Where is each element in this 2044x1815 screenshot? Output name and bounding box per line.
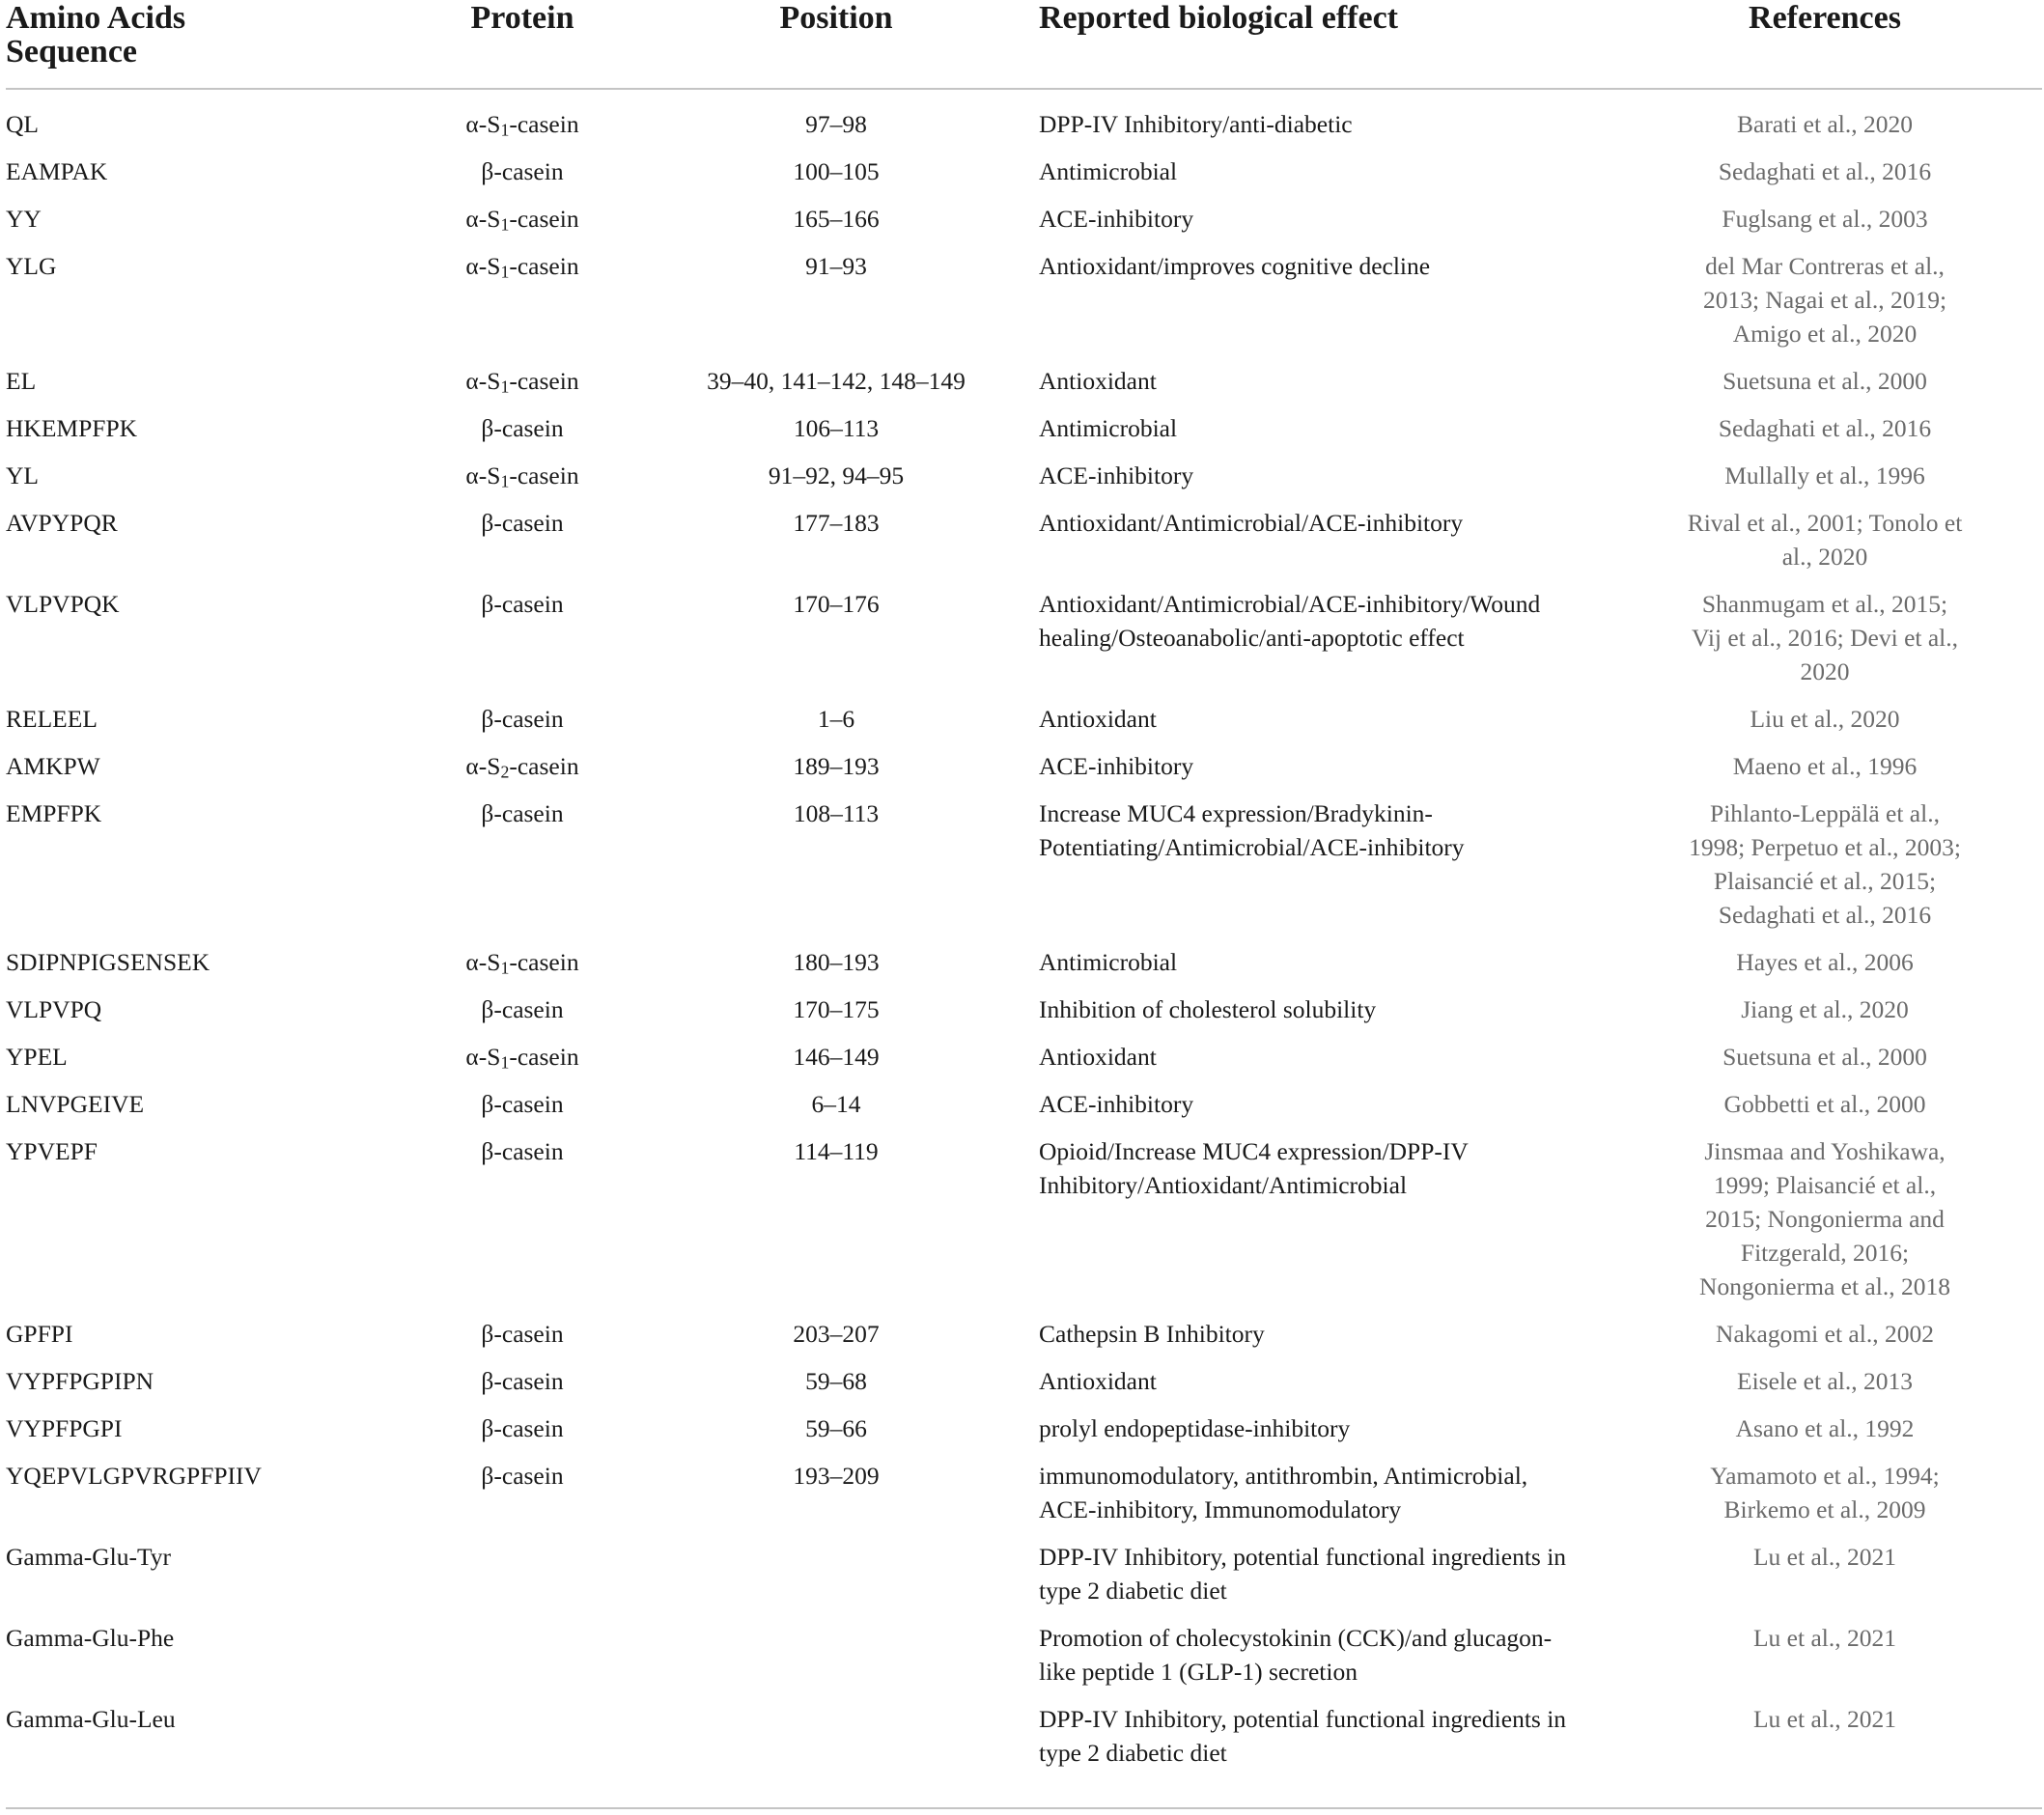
references-text: Nakagomi et al., 2002 [1716, 1320, 1934, 1348]
protein-cell [411, 148, 633, 195]
effect-cell [1039, 790, 1588, 938]
effect-cell [1039, 1310, 1588, 1357]
references-text: Suetsuna et al., 2000 [1722, 1043, 1927, 1071]
position-cell [633, 1614, 1039, 1695]
references-text: Shanmugam et al., 2015; Vij et al., 2016; Devi et al., 2020 [1691, 590, 1959, 685]
table-row [6, 1310, 2042, 1357]
references-cell [1588, 1128, 2042, 1310]
header-references: References [1749, 0, 1901, 36]
sequence-cell [6, 148, 411, 195]
sequence-text: SDIPNPIGSENSEK [6, 948, 210, 976]
references-cell [1588, 1357, 2042, 1405]
protein-base: β-casein [481, 1320, 564, 1348]
position-cell [633, 986, 1039, 1033]
references-text: Lu et al., 2021 [1752, 1705, 1896, 1733]
position-cell [633, 1695, 1039, 1779]
table-row [6, 499, 2042, 580]
position-text: 165–166 [793, 205, 880, 233]
references-cell [1588, 1310, 2042, 1357]
header-position: Position [779, 0, 893, 36]
protein-base: β-casein [481, 1090, 564, 1118]
position-cell [633, 790, 1039, 938]
position-cell [633, 938, 1039, 986]
sequence-text: YL [6, 461, 39, 489]
sequence-cell [6, 452, 411, 499]
references-cell [1588, 1533, 2042, 1614]
sequence-cell [6, 405, 411, 452]
protein-base: β-casein [481, 157, 564, 185]
position-cell [633, 1533, 1039, 1614]
effect-cell [1039, 242, 1588, 357]
header-protein: Protein [470, 0, 574, 36]
position-text: 1–6 [817, 705, 855, 733]
position-text: 91–93 [805, 252, 867, 280]
protein-suffix: -casein [509, 461, 579, 489]
sequence-text: Gamma-Glu-Phe [6, 1624, 175, 1652]
protein-cell [411, 1310, 633, 1357]
table-row [6, 580, 2042, 695]
protein-suffix: -casein [509, 252, 579, 280]
sequence-text: EAMPAK [6, 157, 108, 185]
references-cell [1588, 499, 2042, 580]
references-text: Fuglsang et al., 2003 [1722, 205, 1928, 233]
sequence-text: YQEPVLGPVRGPFPIIV [6, 1462, 262, 1490]
protein-base: β-casein [481, 1137, 564, 1165]
effect-cell [1039, 1533, 1588, 1614]
sequence-text: QL [6, 110, 39, 138]
references-text: Lu et al., 2021 [1752, 1624, 1896, 1652]
position-text: 100–105 [793, 157, 880, 185]
protein-cell [411, 1533, 633, 1614]
references-cell [1588, 1452, 2042, 1533]
references-cell [1588, 1080, 2042, 1128]
protein-base: β-casein [481, 799, 564, 827]
references-text: Rival et al., 2001; Tonolo et al., 2020 [1687, 509, 1963, 571]
position-cell [633, 742, 1039, 790]
protein-cell [411, 1128, 633, 1310]
protein-base: β-casein [481, 509, 564, 537]
sequence-text: EL [6, 367, 37, 395]
effect-text: Antioxidant/improves cognitive decline [1039, 252, 1431, 280]
protein-cell [411, 357, 633, 405]
sequence-text: YLG [6, 252, 57, 280]
effect-text: Inhibition of cholesterol solubility [1039, 995, 1377, 1023]
position-cell [633, 148, 1039, 195]
references-text: Suetsuna et al., 2000 [1722, 367, 1927, 395]
protein-subscript: 1 [500, 471, 510, 491]
peptides-table [6, 0, 2042, 1779]
references-text: Asano et al., 1992 [1735, 1414, 1915, 1442]
effect-cell [1039, 580, 1588, 695]
table-row [6, 1357, 2042, 1405]
header-row [6, 0, 2042, 89]
protein-cell [411, 742, 633, 790]
sequence-cell [6, 1080, 411, 1128]
references-text: del Mar Contreras et al., 2013; Nagai et al., 2019; Amigo et al., 2020 [1702, 252, 1947, 348]
position-cell [633, 1080, 1039, 1128]
references-cell [1588, 695, 2042, 742]
sequence-text: EMPFPK [6, 799, 102, 827]
references-cell [1588, 405, 2042, 452]
references-text: Pihlanto-Leppälä et al., 1998; Perpetuo et al., 2003; Plaisancié et al., 2015; Sedaghati et al., 2016 [1689, 799, 1961, 929]
position-text: 177–183 [793, 509, 880, 537]
sequence-text: YY [6, 205, 42, 233]
references-text: Jiang et al., 2020 [1741, 995, 1909, 1023]
effect-cell [1039, 986, 1588, 1033]
effect-text: Antioxidant [1039, 1043, 1157, 1071]
protein-suffix: -casein [509, 752, 579, 780]
protein-base: β-casein [481, 414, 564, 442]
table-row [6, 195, 2042, 242]
protein-base: β-casein [481, 1462, 564, 1490]
sequence-cell [6, 357, 411, 405]
references-text: Barati et al., 2020 [1737, 110, 1913, 138]
references-cell [1588, 580, 2042, 695]
position-cell [633, 242, 1039, 357]
effect-text: immunomodulatory, antithrombin, Antimicrobial, ACE-inhibitory, Immunomodulatory [1039, 1462, 1528, 1523]
table-row [6, 242, 2042, 357]
references-cell [1588, 742, 2042, 790]
effect-text: Antioxidant [1039, 1367, 1157, 1395]
protein-cell [411, 89, 633, 148]
sequence-text: VLPVPQK [6, 590, 120, 618]
position-cell [633, 1310, 1039, 1357]
effect-cell [1039, 195, 1588, 242]
effect-text: DPP-IV Inhibitory/anti-diabetic [1039, 110, 1353, 138]
protein-base: β-casein [481, 995, 564, 1023]
position-text: 59–66 [805, 1414, 867, 1442]
position-cell [633, 405, 1039, 452]
position-cell [633, 89, 1039, 148]
effect-text: DPP-IV Inhibitory, potential functional ingredients in type 2 diabetic diet [1039, 1705, 1567, 1767]
sequence-text: VLPVPQ [6, 995, 102, 1023]
references-cell [1588, 89, 2042, 148]
references-text: Lu et al., 2021 [1752, 1543, 1896, 1571]
sequence-text: GPFPI [6, 1320, 73, 1348]
references-cell [1588, 242, 2042, 357]
table-row [6, 452, 2042, 499]
position-text: 59–68 [805, 1367, 867, 1395]
effect-cell [1039, 1080, 1588, 1128]
table-row [6, 938, 2042, 986]
position-cell [633, 452, 1039, 499]
protein-cell [411, 242, 633, 357]
effect-text: DPP-IV Inhibitory, potential functional ingredients in type 2 diabetic diet [1039, 1543, 1567, 1605]
effect-cell [1039, 938, 1588, 986]
header-effect: Reported biological effect [1039, 0, 1398, 36]
protein-cell [411, 1080, 633, 1128]
position-text: 91–92, 94–95 [768, 461, 905, 489]
sequence-cell [6, 1614, 411, 1695]
protein-cell [411, 580, 633, 695]
protein-base: α-S [465, 948, 501, 976]
effect-text: Antimicrobial [1039, 948, 1178, 976]
sequence-cell [6, 986, 411, 1033]
effect-text: Antioxidant [1039, 367, 1157, 395]
references-cell [1588, 195, 2042, 242]
protein-cell [411, 1452, 633, 1533]
effect-cell [1039, 357, 1588, 405]
effect-cell [1039, 405, 1588, 452]
protein-base: α-S [465, 367, 501, 395]
position-cell [633, 1128, 1039, 1310]
position-cell [633, 695, 1039, 742]
header-sequence: Amino Acids Sequence [6, 0, 186, 70]
position-cell [633, 499, 1039, 580]
protein-subscript: 1 [500, 377, 510, 397]
sequence-cell [6, 1033, 411, 1080]
position-text: 106–113 [793, 414, 880, 442]
sequence-text: HKEMPFPK [6, 414, 138, 442]
effect-text: ACE-inhibitory [1039, 1090, 1194, 1118]
table-row [6, 1452, 2042, 1533]
protein-base: β-casein [481, 1367, 564, 1395]
table-body [6, 89, 2042, 1779]
references-cell [1588, 1405, 2042, 1452]
position-cell [633, 1357, 1039, 1405]
sequence-text: YPEL [6, 1043, 68, 1071]
position-text: 6–14 [811, 1090, 861, 1118]
effect-text: Antimicrobial [1039, 414, 1178, 442]
table-row [6, 695, 2042, 742]
effect-text: Increase MUC4 expression/Bradykinin-Potentiating/Antimicrobial/ACE-inhibitory [1039, 799, 1465, 861]
position-cell [633, 195, 1039, 242]
table-row [6, 405, 2042, 452]
references-cell [1588, 1033, 2042, 1080]
protein-suffix: -casein [509, 948, 579, 976]
effect-text: ACE-inhibitory [1039, 461, 1194, 489]
sequence-cell [6, 742, 411, 790]
protein-cell [411, 695, 633, 742]
sequence-cell [6, 1533, 411, 1614]
position-cell [633, 357, 1039, 405]
effect-text: Opioid/Increase MUC4 expression/DPP-IV Inhibitory/Antioxidant/Antimicrobial [1039, 1137, 1469, 1199]
effect-cell [1039, 1128, 1588, 1310]
protein-base: α-S [465, 752, 501, 780]
references-cell [1588, 452, 2042, 499]
effect-text: prolyl endopeptidase-inhibitory [1039, 1414, 1351, 1442]
protein-cell [411, 1033, 633, 1080]
sequence-cell [6, 1452, 411, 1533]
references-cell [1588, 1614, 2042, 1695]
sequence-text: VYPFPGPIPN [6, 1367, 154, 1395]
effect-text: ACE-inhibitory [1039, 752, 1194, 780]
references-text: Mullally et al., 1996 [1724, 461, 1925, 489]
references-text: Sedaghati et al., 2016 [1718, 414, 1932, 442]
table-row [6, 986, 2042, 1033]
position-text: 97–98 [805, 110, 867, 138]
effect-cell [1039, 148, 1588, 195]
protein-subscript: 1 [500, 120, 510, 140]
effect-cell [1039, 1614, 1588, 1695]
table-row [6, 357, 2042, 405]
references-text: Jinsmaa and Yoshikawa, 1999; Plaisancié et al., 2015; Nongonierma and Fitzgerald, 2016; Nongonierma et al., 2018 [1699, 1137, 1950, 1300]
table-row [6, 1405, 2042, 1452]
references-cell [1588, 986, 2042, 1033]
protein-subscript: 1 [500, 1052, 510, 1073]
table-row [6, 148, 2042, 195]
effect-text: Cathepsin B Inhibitory [1039, 1320, 1265, 1348]
position-text: 203–207 [793, 1320, 880, 1348]
references-cell [1588, 790, 2042, 938]
references-text: Yamamoto et al., 1994; Birkemo et al., 2009 [1710, 1462, 1940, 1523]
protein-base: β-casein [481, 590, 564, 618]
protein-subscript: 2 [500, 762, 510, 782]
protein-cell [411, 938, 633, 986]
protein-base: α-S [465, 205, 501, 233]
protein-cell [411, 1614, 633, 1695]
effect-text: ACE-inhibitory [1039, 205, 1194, 233]
effect-cell [1039, 89, 1588, 148]
sequence-cell [6, 580, 411, 695]
table-row [6, 1614, 2042, 1695]
effect-text: Antioxidant/Antimicrobial/ACE-inhibitory/Wound healing/Osteoanabolic/anti-apoptotic effect [1039, 590, 1541, 652]
protein-cell [411, 1405, 633, 1452]
sequence-cell [6, 242, 411, 357]
sequence-cell [6, 695, 411, 742]
table-row [6, 89, 2042, 148]
effect-text: Promotion of cholecystokinin (CCK)/and glucagon-like peptide 1 (GLP-1) secretion [1039, 1624, 1553, 1686]
protein-cell [411, 405, 633, 452]
sequence-text: LNVPGEIVE [6, 1090, 145, 1118]
protein-suffix: -casein [509, 1043, 579, 1071]
protein-cell [411, 1357, 633, 1405]
references-cell [1588, 938, 2042, 986]
effect-cell [1039, 1357, 1588, 1405]
table-bottom-rule [6, 1807, 2042, 1809]
protein-base: β-casein [481, 705, 564, 733]
protein-cell [411, 499, 633, 580]
position-text: 170–175 [793, 995, 880, 1023]
protein-cell [411, 790, 633, 938]
effect-text: Antioxidant [1039, 705, 1157, 733]
position-cell [633, 1405, 1039, 1452]
references-text: Sedaghati et al., 2016 [1718, 157, 1932, 185]
table-row [6, 1128, 2042, 1310]
sequence-text: Gamma-Glu-Tyr [6, 1543, 171, 1571]
protein-base: α-S [465, 1043, 501, 1071]
position-text: 170–176 [793, 590, 880, 618]
table-row [6, 1533, 2042, 1614]
table-row [6, 1033, 2042, 1080]
position-cell [633, 1452, 1039, 1533]
sequence-cell [6, 1357, 411, 1405]
protein-cell [411, 1695, 633, 1779]
effect-cell [1039, 695, 1588, 742]
protein-cell [411, 452, 633, 499]
protein-cell [411, 195, 633, 242]
position-text: 39–40, 141–142, 148–149 [707, 367, 966, 395]
effect-cell [1039, 452, 1588, 499]
protein-base: α-S [465, 461, 501, 489]
references-cell [1588, 357, 2042, 405]
position-text: 108–113 [793, 799, 880, 827]
references-text: Eisele et al., 2013 [1737, 1367, 1913, 1395]
references-cell [1588, 1695, 2042, 1779]
table-row [6, 790, 2042, 938]
effect-cell [1039, 742, 1588, 790]
sequence-text: VYPFPGPI [6, 1414, 123, 1442]
protein-subscript: 1 [500, 958, 510, 978]
sequence-text: AMKPW [6, 752, 100, 780]
references-cell [1588, 148, 2042, 195]
effect-text: Antioxidant/Antimicrobial/ACE-inhibitory [1039, 509, 1464, 537]
sequence-text: AVPYPQR [6, 509, 118, 537]
effect-text: Antimicrobial [1039, 157, 1178, 185]
position-text: 193–209 [793, 1462, 880, 1490]
sequence-cell [6, 1405, 411, 1452]
position-cell [633, 580, 1039, 695]
protein-cell [411, 986, 633, 1033]
table-header [6, 0, 2042, 89]
references-text: Maeno et al., 1996 [1732, 752, 1918, 780]
sequence-cell [6, 195, 411, 242]
effect-cell [1039, 1452, 1588, 1533]
protein-suffix: -casein [509, 205, 579, 233]
sequence-cell [6, 1310, 411, 1357]
sequence-text: Gamma-Glu-Leu [6, 1705, 176, 1733]
sequence-text: RELEEL [6, 705, 98, 733]
protein-base: β-casein [481, 1414, 564, 1442]
references-text: Hayes et al., 2006 [1736, 948, 1914, 976]
table-row [6, 1080, 2042, 1128]
sequence-cell [6, 790, 411, 938]
protein-subscript: 1 [500, 214, 510, 235]
effect-cell [1039, 499, 1588, 580]
effect-cell [1039, 1695, 1588, 1779]
protein-base: α-S [465, 252, 501, 280]
references-text: Liu et al., 2020 [1750, 705, 1900, 733]
protein-subscript: 1 [500, 262, 510, 282]
protein-suffix: -casein [509, 110, 579, 138]
sequence-cell [6, 938, 411, 986]
table-row [6, 742, 2042, 790]
position-cell [633, 1033, 1039, 1080]
references-text: Gobbetti et al., 2000 [1723, 1090, 1926, 1118]
sequence-cell [6, 499, 411, 580]
position-text: 146–149 [793, 1043, 880, 1071]
effect-cell [1039, 1405, 1588, 1452]
position-text: 180–193 [793, 948, 880, 976]
protein-suffix: -casein [509, 367, 579, 395]
sequence-cell [6, 1128, 411, 1310]
effect-cell [1039, 1033, 1588, 1080]
sequence-cell [6, 1695, 411, 1779]
sequence-text: YPVEPF [6, 1137, 98, 1165]
position-text: 189–193 [793, 752, 880, 780]
table-row [6, 1695, 2042, 1779]
position-text: 114–119 [794, 1137, 879, 1165]
protein-base: α-S [465, 110, 501, 138]
sequence-cell [6, 89, 411, 148]
